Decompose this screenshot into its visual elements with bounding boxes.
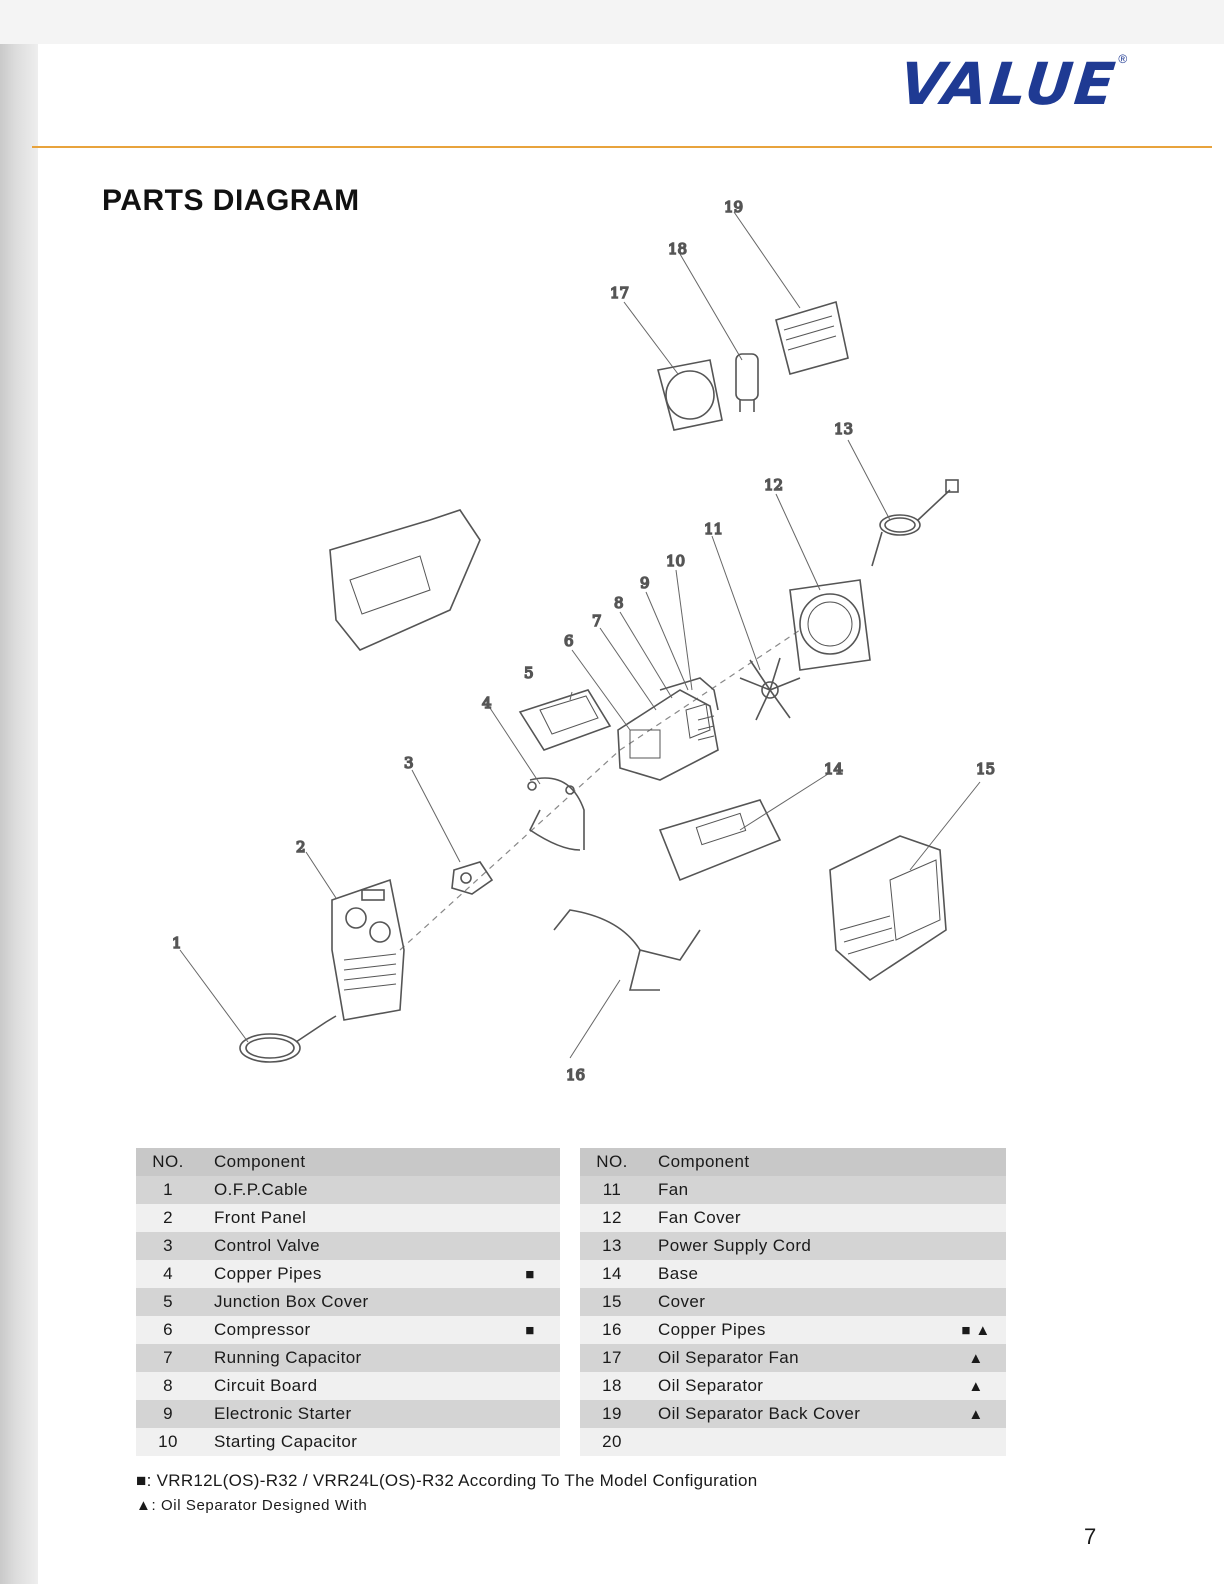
row-no: 19 — [580, 1400, 644, 1428]
row-no: 12 — [580, 1204, 644, 1232]
row-mark — [500, 1344, 560, 1372]
row-mark: ■ — [500, 1316, 560, 1344]
part-ofp-cable — [240, 1016, 336, 1062]
row-no: 2 — [136, 1204, 200, 1232]
row-no: 4 — [136, 1260, 200, 1288]
row-mark — [500, 1204, 560, 1232]
part-oil-separator-fan — [658, 360, 722, 430]
part-front-panel — [332, 880, 404, 1020]
callout-14: 14 — [824, 760, 844, 778]
callout-4: 4 — [482, 694, 492, 712]
part-fan-cover — [790, 580, 870, 670]
callout-17: 17 — [610, 284, 630, 302]
row-no: 5 — [136, 1288, 200, 1316]
callout-6: 6 — [564, 632, 574, 650]
callout-2: 2 — [296, 838, 306, 856]
header-no: NO. — [580, 1148, 644, 1176]
table-row — [580, 1176, 1006, 1204]
parts-table-right — [580, 1148, 1006, 1456]
header-divider — [32, 146, 1212, 148]
row-mark — [500, 1400, 560, 1428]
part-oil-separator — [736, 354, 758, 412]
callout-11: 11 — [704, 520, 724, 538]
page-title: PARTS DIAGRAM — [102, 184, 360, 217]
row-component: Copper Pipes — [644, 1316, 946, 1344]
table-row — [136, 1344, 560, 1372]
row-no: 9 — [136, 1400, 200, 1428]
row-component: Base — [644, 1260, 946, 1288]
callout-1: 1 — [172, 934, 182, 952]
table-row — [580, 1288, 1006, 1316]
square-symbol: ■ — [136, 1471, 147, 1490]
row-mark — [946, 1176, 1006, 1204]
row-component — [644, 1428, 946, 1456]
part-base — [660, 800, 780, 880]
triangle-symbol: ▲ — [136, 1497, 152, 1514]
row-no: 10 — [136, 1428, 200, 1456]
registered-mark: ® — [1118, 52, 1128, 66]
row-mark — [500, 1288, 560, 1316]
row-mark: ■ — [500, 1260, 560, 1288]
book-spine-shadow — [0, 0, 38, 1584]
row-no: 16 — [580, 1316, 644, 1344]
legend-triangle-note — [136, 1497, 367, 1514]
row-component: Starting Capacitor — [200, 1428, 500, 1456]
row-no: 1 — [136, 1176, 200, 1204]
row-mark — [500, 1428, 560, 1456]
part-copper-pipes-b — [554, 910, 700, 990]
callout-9: 9 — [640, 574, 650, 592]
header-mark — [500, 1148, 560, 1176]
table-row — [136, 1400, 560, 1428]
row-no: 3 — [136, 1232, 200, 1260]
row-mark: ▲ — [946, 1400, 1006, 1428]
table-row — [136, 1232, 560, 1260]
row-component: Running Capacitor — [200, 1344, 500, 1372]
table-row — [580, 1232, 1006, 1260]
row-no: 7 — [136, 1344, 200, 1372]
row-no: 17 — [580, 1344, 644, 1372]
part-copper-pipes-a — [528, 778, 584, 850]
legend-square-note — [136, 1471, 758, 1491]
row-mark — [946, 1288, 1006, 1316]
row-no: 14 — [580, 1260, 644, 1288]
row-component: Fan — [644, 1176, 946, 1204]
row-component: Oil Separator Back Cover — [644, 1400, 946, 1428]
header-no: NO. — [136, 1148, 200, 1176]
part-fan — [740, 658, 800, 720]
row-no: 18 — [580, 1372, 644, 1400]
part-compressor-assembly — [618, 678, 718, 780]
row-component: Oil Separator Fan — [644, 1344, 946, 1372]
row-mark: ▲ — [946, 1344, 1006, 1372]
header-component: Component — [644, 1148, 946, 1176]
callout-8: 8 — [614, 594, 624, 612]
header-mark — [946, 1148, 1006, 1176]
exploded-view-svg — [100, 190, 1180, 1100]
callout-10: 10 — [666, 552, 686, 570]
page-top-margin — [0, 0, 1224, 44]
callout-3: 3 — [404, 754, 414, 772]
row-no: 13 — [580, 1232, 644, 1260]
row-mark — [946, 1204, 1006, 1232]
table-row — [136, 1176, 560, 1204]
table-row — [136, 1204, 560, 1232]
row-component: Control Valve — [200, 1232, 500, 1260]
row-mark — [500, 1232, 560, 1260]
row-component: Power Supply Cord — [644, 1232, 946, 1260]
part-control-valve — [452, 862, 492, 894]
callout-18: 18 — [668, 240, 688, 258]
row-mark: ▲ — [946, 1372, 1006, 1400]
row-no: 11 — [580, 1176, 644, 1204]
callout-13: 13 — [834, 420, 854, 438]
table-row — [136, 1288, 560, 1316]
table-row — [136, 1316, 560, 1344]
table-row — [580, 1400, 1006, 1428]
page-number: 7 — [1084, 1524, 1097, 1549]
parts-table-left — [136, 1148, 560, 1456]
table-row — [136, 1372, 560, 1400]
table-row — [580, 1372, 1006, 1400]
row-component: Junction Box Cover — [200, 1288, 500, 1316]
row-component: Cover — [644, 1288, 946, 1316]
row-mark: ■ ▲ — [946, 1316, 1006, 1344]
part-oil-separator-back-cover — [776, 302, 848, 374]
logo-text: VALUE — [896, 50, 1120, 118]
row-component: Copper Pipes — [200, 1260, 500, 1288]
table-row — [580, 1204, 1006, 1232]
value-logo — [896, 50, 1128, 118]
table-row — [580, 1260, 1006, 1288]
row-component: Circuit Board — [200, 1372, 500, 1400]
part-cover — [830, 836, 946, 980]
part-side-panel — [330, 510, 480, 650]
callout-12: 12 — [764, 476, 784, 494]
table-row — [580, 1316, 1006, 1344]
row-no: 8 — [136, 1372, 200, 1400]
row-component: Electronic Starter — [200, 1400, 500, 1428]
callout-5: 5 — [524, 664, 534, 682]
square-note-text: : VRR12L(OS)-R32 / VRR24L(OS)-R32 According To The Model Configuration — [146, 1471, 758, 1490]
row-mark — [500, 1372, 560, 1400]
callout-15: 15 — [976, 760, 996, 778]
row-no: 20 — [580, 1428, 644, 1456]
table-header-row — [136, 1148, 560, 1176]
row-component: Front Panel — [200, 1204, 500, 1232]
row-component: Compressor — [200, 1316, 500, 1344]
row-mark — [946, 1260, 1006, 1288]
callout-7: 7 — [592, 612, 602, 630]
part-junction-box-cover — [520, 690, 610, 750]
header-component: Component — [200, 1148, 500, 1176]
parts-exploded-diagram — [100, 190, 1180, 1100]
row-mark — [500, 1176, 560, 1204]
callout-19: 19 — [724, 198, 744, 216]
row-component: O.F.P.Cable — [200, 1176, 500, 1204]
row-mark — [946, 1232, 1006, 1260]
table-row — [136, 1428, 560, 1456]
table-row — [580, 1428, 1006, 1456]
row-component: Fan Cover — [644, 1204, 946, 1232]
row-no: 6 — [136, 1316, 200, 1344]
table-row — [136, 1260, 560, 1288]
row-component: Oil Separator — [644, 1372, 946, 1400]
table-header-row — [580, 1148, 1006, 1176]
triangle-note-text: : Oil Separator Designed With — [151, 1497, 368, 1514]
row-no: 15 — [580, 1288, 644, 1316]
table-row — [580, 1344, 1006, 1372]
callout-16: 16 — [566, 1066, 586, 1084]
row-mark — [946, 1428, 1006, 1456]
callout-leaders — [180, 212, 980, 1058]
part-power-cord — [872, 480, 958, 566]
